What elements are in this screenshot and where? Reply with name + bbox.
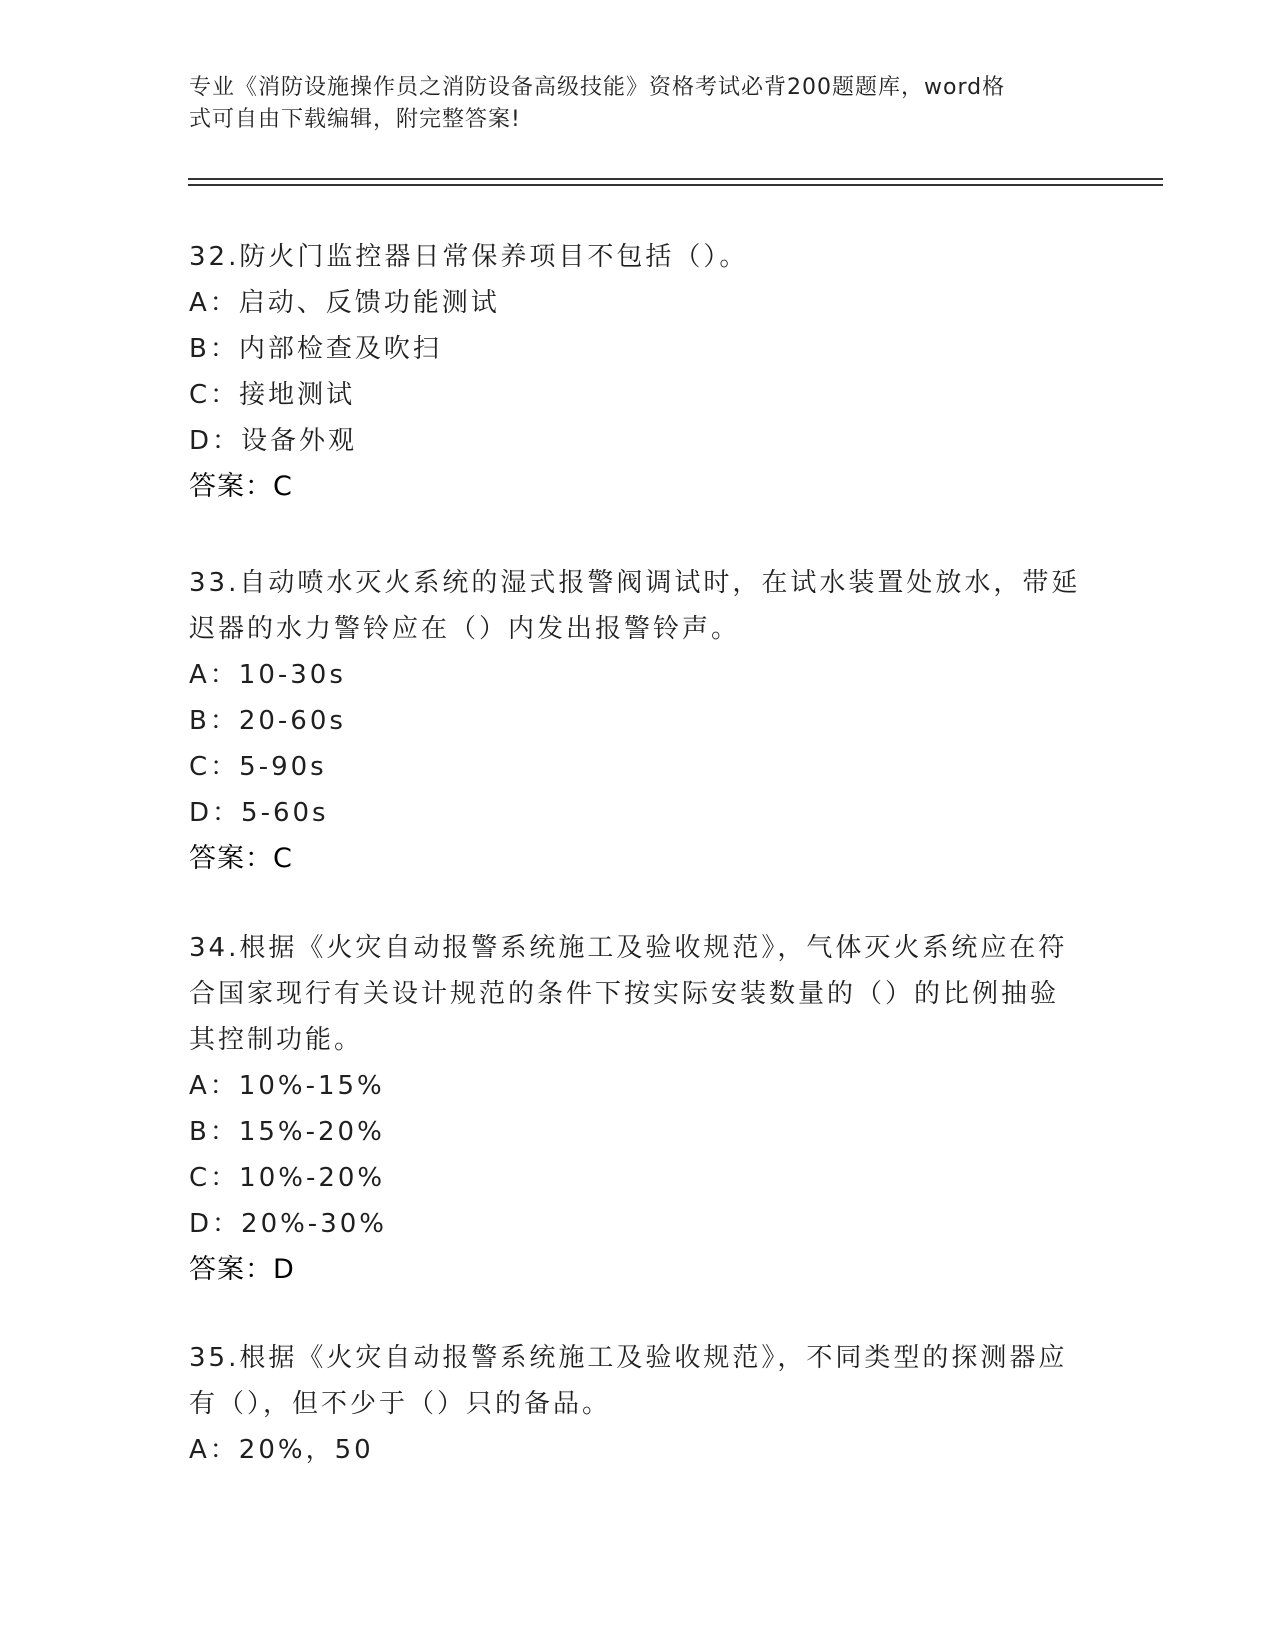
question-text-line-2: 有（），但不少于（）只的备品。 bbox=[189, 1389, 612, 1419]
question-text-line-2: 合国家现行有关设计规范的条件下按实际安装数量的（）的比例抽验 bbox=[189, 979, 1060, 1009]
header-line-1: 专业《消防设施操作员之消防设备高级技能》资格考试必背200题题库，word格 bbox=[189, 75, 1006, 100]
header-line-2: 式可自由下载编辑，附完整答案! bbox=[189, 107, 521, 132]
answer: 答案：D bbox=[189, 1254, 295, 1285]
option-d: D：设备外观 bbox=[189, 426, 358, 456]
question-34 bbox=[189, 925, 1089, 1293]
question-text-line-1: 34.根据《火灾自动报警系统施工及验收规范》，气体灭火系统应在符 bbox=[189, 933, 1068, 963]
question-32 bbox=[189, 234, 1089, 510]
option-a: A：20%，50 bbox=[189, 1435, 374, 1465]
question-text-line-1: 33.自动喷水灭火系统的湿式报警阀调试时，在试水装置处放水，带延 bbox=[189, 568, 1081, 598]
question-text-line-2: 迟器的水力警铃应在（）内发出报警铃声。 bbox=[189, 614, 741, 644]
answer: 答案：C bbox=[189, 471, 293, 502]
document-header bbox=[189, 72, 1069, 136]
option-a: A：10%-15% bbox=[189, 1071, 385, 1101]
question-35 bbox=[189, 1335, 1089, 1473]
option-d: D：5-60s bbox=[189, 798, 329, 828]
option-c: C：10%-20% bbox=[189, 1163, 386, 1193]
question-text-line-3: 其控制功能。 bbox=[189, 1025, 364, 1055]
option-c: C：5-90s bbox=[189, 752, 327, 782]
question-33 bbox=[189, 560, 1089, 882]
option-b: B：20-60s bbox=[189, 706, 346, 736]
option-a: A：启动、反馈功能测试 bbox=[189, 288, 500, 318]
header-divider-bottom bbox=[188, 184, 1163, 186]
question-text: 32.防火门监控器日常保养项目不包括（）。 bbox=[189, 242, 749, 272]
header-divider-top bbox=[188, 178, 1163, 180]
option-a: A：10-30s bbox=[189, 660, 346, 690]
option-c: C：接地测试 bbox=[189, 380, 356, 410]
option-b: B：15%-20% bbox=[189, 1117, 385, 1147]
option-d: D：20%-30% bbox=[189, 1209, 387, 1239]
option-b: B：内部检查及吹扫 bbox=[189, 334, 442, 364]
question-text-line-1: 35.根据《火灾自动报警系统施工及验收规范》，不同类型的探测器应 bbox=[189, 1343, 1068, 1373]
answer: 答案：C bbox=[189, 843, 293, 874]
